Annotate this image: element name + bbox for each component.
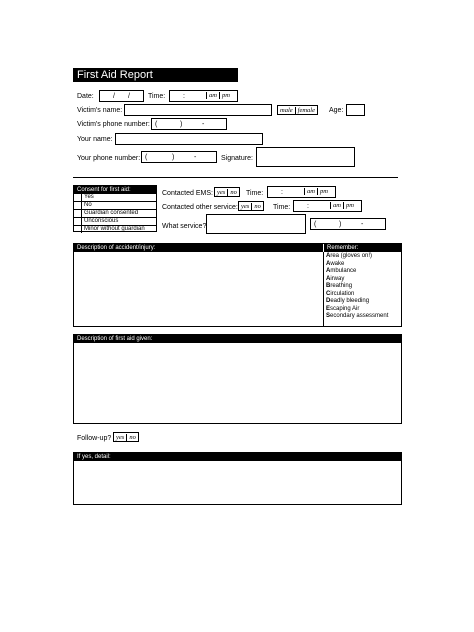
first-aid-header: Description of first aid given: [74,335,401,343]
accident-section [73,243,402,327]
no-option[interactable]: no [254,202,261,210]
signature-field[interactable] [256,147,355,167]
pm-option[interactable]: pm [345,202,354,209]
other-yes-no-selector[interactable] [238,201,264,211]
phone-paren-open: ( [145,154,148,161]
yes-option[interactable]: yes [114,434,127,441]
first-aid-section [73,334,402,424]
gender-selector[interactable] [277,105,318,115]
contacted-ems-label: Contacted EMS: [162,190,213,197]
no-option[interactable]: no [129,433,136,441]
phone-paren-open: ( [155,121,158,128]
followup-label: Follow-up? [77,435,112,442]
remember-item: Deadly bleeding [326,298,370,304]
divider [73,177,398,178]
if-yes-textarea[interactable] [74,461,401,504]
other-time-field[interactable] [293,200,362,212]
am-pm-selector[interactable] [330,202,356,209]
contacted-other-label: Contacted other service: [162,204,238,211]
page-title: First Aid Report [73,68,238,82]
remember-item: Awake [326,260,345,267]
phone-paren-close: ) [172,154,175,161]
victim-phone-label: Victim's phone number: [77,121,150,128]
service-phone-field[interactable] [310,218,386,230]
first-aid-textarea[interactable] [74,343,401,423]
if-yes-header: If yes, detail: [74,453,401,461]
your-name-field[interactable] [115,133,263,145]
pm-option[interactable]: pm [221,92,230,99]
remember-item: Escaping Air [326,305,360,312]
age-label: Age: [329,107,344,114]
option-label: Guardian consented [84,210,139,216]
victim-name-field[interactable] [124,104,272,116]
followup-yes-no-selector[interactable] [113,432,139,442]
option-label: Yes [84,194,94,200]
victim-name-label: Victim's name: [77,107,123,114]
consent-option-no[interactable] [74,202,156,210]
remember-item: Area (gloves on!) [326,253,373,259]
phone-paren-close: ) [180,121,183,128]
option-label: No [84,202,92,208]
date-separator: / [113,93,115,100]
checkbox[interactable] [74,210,82,217]
remember-header: Remember: [323,244,401,252]
what-service-field[interactable] [206,214,306,234]
your-phone-label: Your phone number: [77,155,141,162]
consent-header: Consent for first aid: [74,186,156,194]
date-label: Date: [77,93,94,100]
phone-dash: - [202,121,205,128]
pm-option[interactable]: pm [319,188,328,195]
phone-dash: - [361,221,364,228]
consent-option-unconscious[interactable] [74,218,156,226]
accident-textarea[interactable] [74,252,324,326]
yes-option[interactable]: yes [215,189,228,196]
signature-label: Signature: [221,155,253,162]
phone-dash: - [194,154,197,161]
remember-list [326,253,388,321]
date-separator: / [128,93,130,100]
age-field[interactable] [346,104,365,116]
am-option[interactable]: am [305,188,318,195]
yes-option[interactable]: yes [239,203,252,210]
time-field[interactable] [169,90,238,102]
am-pm-selector[interactable] [304,188,330,195]
remember-item: Breathing [326,283,353,289]
time-colon: : [307,203,309,210]
time-label: Time: [148,93,166,100]
checkbox[interactable] [74,226,82,233]
am-option[interactable]: am [331,202,344,209]
ems-time-label: Time: [246,190,264,197]
time-colon: : [281,189,283,196]
if-yes-section [73,452,402,505]
no-option[interactable]: no [230,188,237,196]
remember-item: Secondary assessment [326,313,389,319]
accident-header: Description of accident/injury: [74,244,324,252]
am-option[interactable]: am [207,92,220,99]
ems-time-field[interactable] [267,186,336,198]
phone-paren-close: ) [339,221,342,228]
time-colon: : [183,93,185,100]
consent-section [73,185,157,232]
female-option[interactable]: female [297,106,315,114]
victim-phone-field[interactable] [151,118,227,130]
consent-option-guardian[interactable] [74,210,156,218]
checkbox[interactable] [74,202,82,209]
male-option[interactable]: male [278,107,296,114]
checkbox[interactable] [74,218,82,225]
your-name-label: Your name: [77,136,113,143]
phone-paren-open: ( [314,221,317,228]
remember-item: Ambulance [326,268,357,274]
ems-yes-no-selector[interactable] [214,187,240,197]
option-label: Minor without guardian [84,226,145,232]
am-pm-selector[interactable] [206,92,232,99]
checkbox[interactable] [74,194,82,201]
consent-option-minor[interactable] [74,226,156,233]
option-label: Unconscious [84,218,119,224]
other-time-label: Time: [273,204,291,211]
what-service-label: What service? [162,223,207,230]
date-field[interactable] [99,90,144,102]
your-phone-field[interactable] [141,151,217,163]
remember-item: Circulation [326,290,355,297]
consent-options [74,194,156,233]
consent-option-yes[interactable] [74,194,156,202]
remember-item: Airway [326,275,345,282]
